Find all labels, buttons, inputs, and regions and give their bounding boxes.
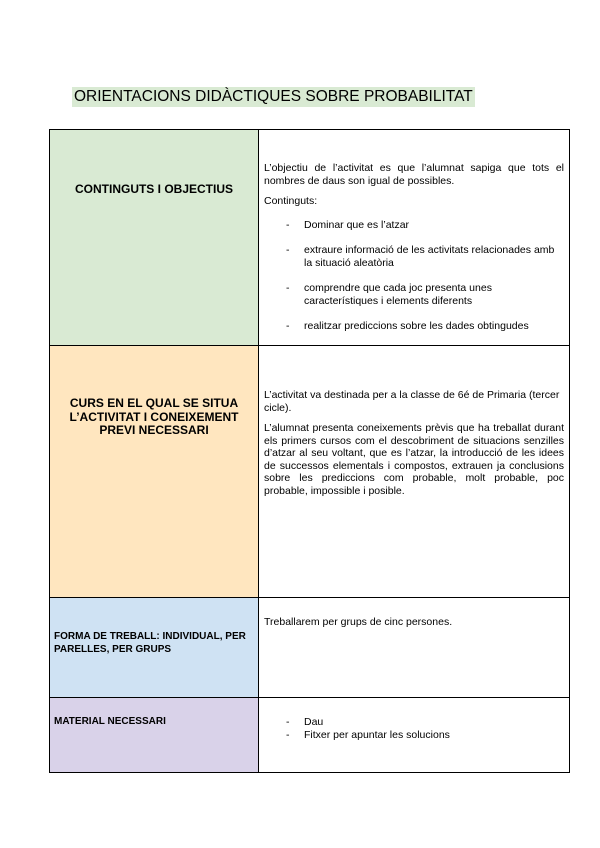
course-text: L’activitat va destinada per a la classe de 6é de Primaria (tercer cicle).	[264, 389, 560, 414]
work-form-text: Treballarem per grups de cinc persones.	[264, 616, 453, 628]
row-label: FORMA DE TREBALL: INDIVIDUAL, PER PARELLES, PER GRUPS	[54, 631, 246, 655]
list-item: - Dau	[264, 716, 564, 729]
label-cell	[50, 130, 259, 346]
table-row	[50, 346, 570, 598]
page-title: ORIENTACIONS DIDÀCTIQUES SOBRE PROBABILITAT	[74, 88, 473, 105]
contents-heading: Continguts:	[264, 195, 318, 207]
list-item: - Fitxer per apuntar les solucions	[264, 729, 564, 742]
content-cell	[259, 346, 570, 598]
list-item: - comprendre que cada joc presenta unes característiques i elements diferents	[264, 282, 564, 307]
orientations-table	[49, 129, 570, 773]
contents-list	[264, 219, 564, 333]
list-item: - Dominar que es l’atzar	[264, 219, 564, 232]
content-cell	[259, 130, 570, 346]
prior-knowledge-text: L’alumnat presenta coneixements prèvis que ha treballat durant els primers cursos com el descobriment de situacions senzilles d’atzar al seu voltant, que es l’atzar, la introducció de les idees de successos elementals i compostos, extrauen ja conclusions sobre les prediccions com probable, molt probable, poc probable, impossible i posible.	[264, 422, 564, 497]
label-cell	[50, 698, 259, 773]
label-cell	[50, 598, 259, 698]
row-label: CONTINGUTS I OBJECTIUS	[74, 182, 233, 196]
table-row	[50, 130, 570, 346]
table-row	[50, 598, 570, 698]
material-list	[264, 716, 564, 741]
row-label: MATERIAL NECESSARI	[54, 716, 166, 727]
row-label: CURS EN EL QUAL SE SITUA L’ACTIVITAT I CONEIXEMENT PREVI NECESSARI	[69, 396, 239, 437]
content-cell	[259, 698, 570, 773]
content-cell	[259, 598, 570, 698]
table-row	[50, 698, 570, 773]
objective-text: L’objectiu de l’activitat es que l’alumnat sapiga que tots el nombres de daus son igual de possibles.	[264, 162, 564, 187]
list-item: - realitzar prediccions sobre les dades obtingudes	[264, 320, 564, 333]
label-cell	[50, 346, 259, 598]
list-item: - extraure informació de les activitats relacionades amb la situació aleatòria	[264, 244, 564, 269]
